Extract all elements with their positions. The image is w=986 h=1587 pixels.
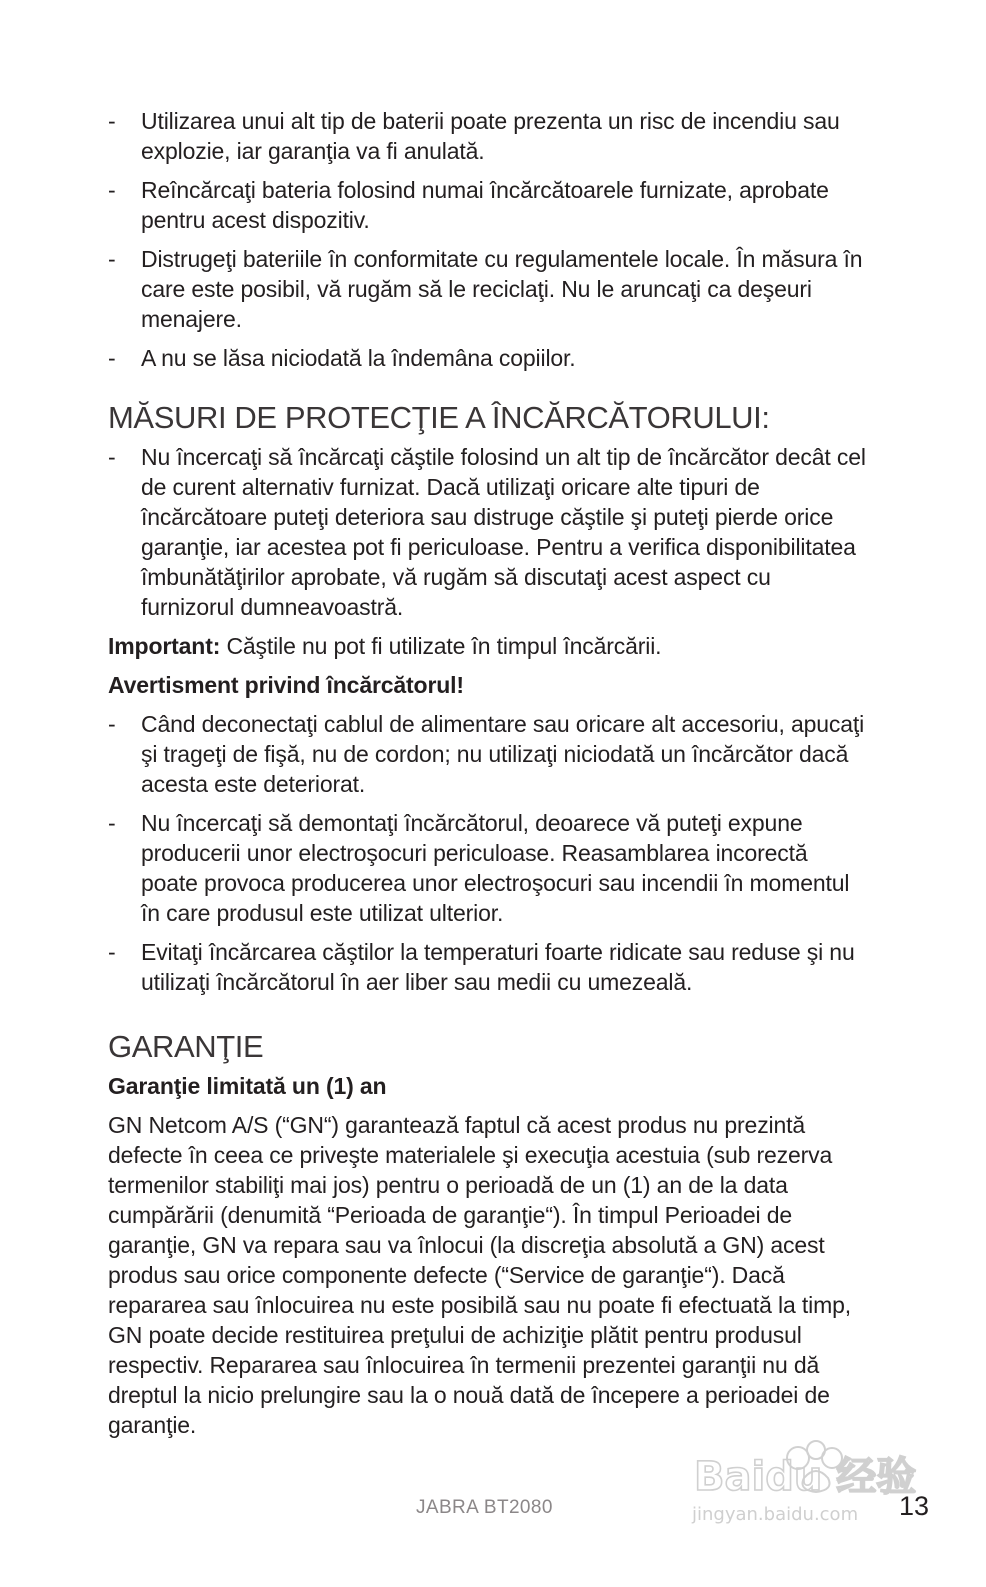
list-item: - Distrugeţi bateriile în conformitate cu regulamentele locale. În măsura în care este posibil, vă rugăm să le reciclaţi. Nu le aruncaţi ca deşeuri menajere. [108, 244, 870, 334]
baidu-watermark [690, 1428, 920, 1528]
document-page [108, 106, 870, 1440]
page-number: 13 [899, 1491, 930, 1521]
list-item: - Când deconectaţi cablul de alimentare sau oricare alt accesoriu, apucaţi şi trageţi de fişă, nu de cordon; nu utilizaţi niciodată un încărcător dacă acesta este deteriorat. [108, 709, 870, 799]
list-item: - Reîncărcaţi bateria folosind numai încărcătoarele furnizate, aprobate pentru acest dispozitiv. [108, 175, 870, 235]
warranty-subheading: Garanţie limitată un (1) an [108, 1073, 387, 1099]
list-item: - Nu încercaţi să demontaţi încărcătorul, deoarece vă puteţi expune producerii unor electroşocuri periculoase. Reasamblarea incorectă poate provoca producerea unor electroşocuri sau incendii în momentul în care produsul este utilizat ulterior. [108, 808, 870, 928]
warranty-section-heading: GARANŢIE [108, 1029, 264, 1064]
list-item: - Nu încercaţi să încărcaţi căştile folosind un alt tip de încărcător decât cel de curent alternativ furnizat. Dacă utilizaţi oricare alte tipuri de încărcătoare puteţi deteriora sau distruge căştile şi puteţi pierde orice garanţie, iar acestea pot fi periculoase. Pentru a verifica disponibilitatea îmbunătăţirilor aprobate, vă rugăm să discutaţi acest aspect cu furnizorul dumneavoastră. [108, 442, 870, 622]
charger-bullet-list [108, 442, 870, 622]
footer-product-name: JABRA BT2080 [416, 1497, 553, 1518]
charger-section-heading: MĂSURI DE PROTECŢIE A ÎNCĂRCĂTORULUI: [108, 400, 770, 435]
warranty-body: GN Netcom A/S (“GN“) garantează faptul că acest produs nu prezintă defecte în ceea ce priveşte materialele şi execuţia acestuia (sub rezerva termenilor stabiliţi mai jos) pentru o perioadă de un (1) an de la data cumpărării (denumită “Perioada de garanţie“). În timpul Perioadei de garanţie, GN va repara sau va înlocui (la discreţia absolută a GN) acest produs sau orice componente defecte (“Service de garanţie“). Dacă repararea sau înlocuirea nu este posibilă sau nu poate fi efectuată la timp, GN poate decide restituirea preţului de achiziţie plătit pentru produsul respectiv. Repararea sau înlocuirea în termenii prezentei garanţii nu dă dreptul la nicio prelungire sau la o nouă dată de începere a perioadei de garanţie. [108, 1112, 851, 1438]
watermark-url: jingyan.baidu.com [692, 1504, 859, 1525]
list-item: - A nu se lăsa niciodată la îndemâna copiilor. [108, 343, 870, 373]
charger-warning-heading: Avertisment privind încărcătorul! [108, 672, 464, 698]
battery-bullet-list [108, 106, 870, 373]
list-item: - Utilizarea unui alt tip de baterii poate prezenta un risc de incendiu sau explozie, iar garanţia va fi anulată. [108, 106, 870, 166]
charger-warning-list [108, 709, 870, 997]
important-text: Căştile nu pot fi utilizate în timpul încărcării. [220, 633, 662, 659]
list-item: - Evitaţi încărcarea căştilor la temperaturi foarte ridicate sau reduse şi nu utilizaţi încărcătorul în aer liber sau medii cu umezeală. [108, 937, 870, 997]
important-label: Important: [108, 633, 221, 659]
important-note [108, 631, 870, 661]
watermark-brand: Baidu 经验 [694, 1454, 917, 1500]
